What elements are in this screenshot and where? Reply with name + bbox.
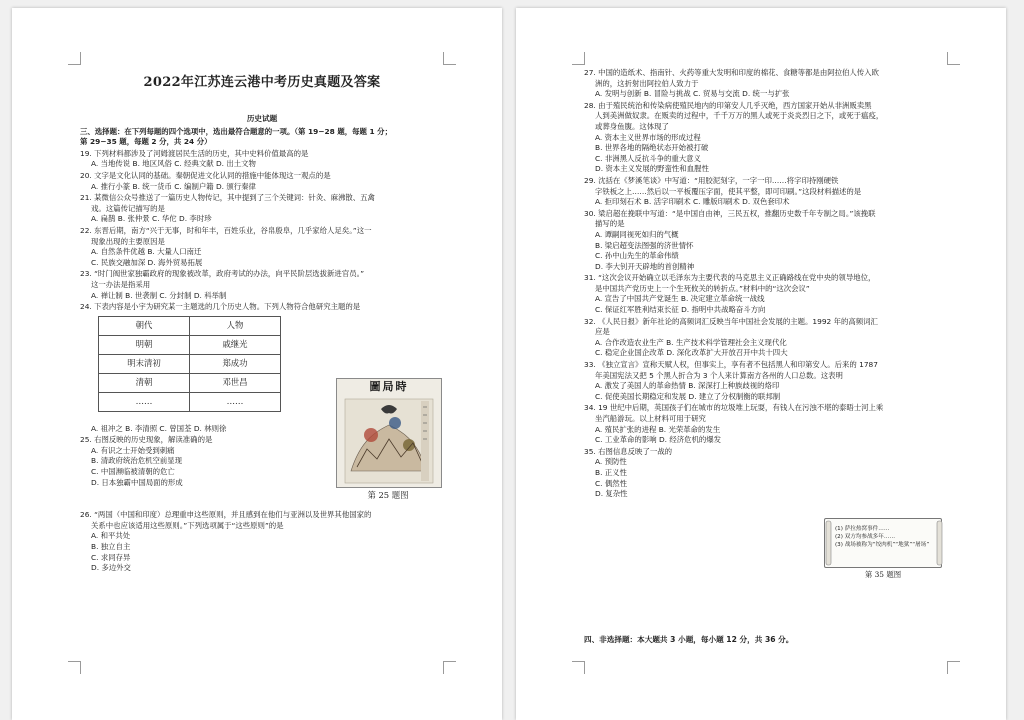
crop-mark (443, 661, 456, 674)
section-4-heading: 四、非选择题：本大题共 3 小题，每小题 12 分，共 36 分。 (584, 635, 794, 645)
question-35-option-a: A. 预防性 (595, 457, 627, 467)
table-cell: 郑成功 (190, 354, 281, 373)
question-24: 24. 下表内容是小宇为研究某一主题选的几个历史人物。下列人物符合他研究主题的是 (80, 302, 361, 312)
question-25-option-c: C. 中国濒临被清朝的危亡 (91, 467, 175, 477)
question-28-option-c: C. 非洲黑人反抗斗争的重大意义 (595, 153, 701, 163)
question-25: 25. 右图反映的历史现象，解读准确的是 (80, 435, 213, 445)
question-31-option-a: A. 宣告了中国共产党诞生 B. 决定建立革命统一战线 (595, 294, 765, 304)
question-19-options: A. 当地传说 B. 地区风俗 C. 经典文献 D. 出土文物 (91, 159, 256, 169)
question-30-option-a: A. 谭嗣同视死如归的气概 (595, 229, 679, 239)
table-cell: 明末清初 (99, 354, 190, 373)
document-page-left (12, 8, 502, 720)
question-31-option-c: C. 保证红军胜利结束长征 D. 指明中共战略奋斗方向 (595, 305, 766, 315)
figure-25 (336, 378, 440, 501)
crop-mark (572, 52, 585, 65)
question-21-options: A. 扁鹊 B. 张仲景 C. 华佗 D. 李时珍 (91, 214, 212, 224)
question-35-option-b: B. 正义性 (595, 467, 627, 477)
political-cartoon-image (336, 378, 442, 488)
question-28-option-a: A. 资本主义世界市场的形成过程 (595, 132, 701, 142)
question-28-option-d: D. 资本主义发展的野蛮性和血腥性 (595, 164, 709, 174)
question-26-option-c: C. 求同存异 (91, 552, 131, 562)
crop-mark (947, 661, 960, 674)
exam-subtitle: 历史试题 (246, 114, 278, 123)
cartoon-title: 圖局時 (369, 379, 409, 393)
question-28-cont: 人到美洲做奴隶。在贩卖的过程中，千千万万的黑人或死于炎炎烈日之下，或死于瘟疫， (595, 111, 884, 121)
question-33-cont: 年美国宪法又把 5 个黑人折合为 3 个人来计算南方各州的人口总数。这表明 (595, 370, 843, 380)
question-27-cont: 洲的，这折射出阿拉伯人致力于 (595, 78, 699, 88)
question-30-option-b: B. 梁启超变法图强的济世情怀 (595, 240, 694, 250)
question-29: 29. 沈括在《梦溪笔谈》中写道：“用胶泥刻字，一字一印……将字印持刚硬铁 (584, 175, 839, 185)
question-25-option-a: A. 有识之士开始受到刺痛 (91, 445, 175, 455)
table-cell: …… (190, 392, 281, 411)
crop-mark (947, 52, 960, 65)
scroll-illustration (824, 518, 942, 568)
question-20: 20. 文字是文化认同的基础。秦朝促进文化认同的措施中能体现这一观点的是 (80, 170, 331, 180)
question-30-option-d: D. 李大钊开天辟地的首创精神 (595, 261, 695, 271)
question-33-option-c: C. 促使美国长期稳定和发展 D. 建立了分权制衡的联邦制 (595, 391, 781, 401)
question-22-option-a: A. 自然条件优越 B. 大量人口南迁 (91, 247, 202, 257)
scroll-line: (1) 萨拉热窝事件…… (835, 526, 890, 532)
document-page-right (516, 8, 1006, 720)
table-header-row (99, 316, 281, 335)
table-cell: 清朝 (99, 373, 190, 392)
question-34-option-c: C. 工业革命的影响 D. 经济危机的爆发 (595, 435, 722, 445)
question-33-option-a: A. 激发了美国人的革命热情 B. 深深打上种族歧视的烙印 (595, 381, 780, 391)
table-header-cell: 朝代 (99, 316, 190, 335)
document-title: 2022年江苏连云港中考历史真题及答案 (143, 75, 381, 90)
question-26: 26. “两国（中国和印度）总理重申这些原则，并且感到在他们与亚洲以及世界其他国家的 (80, 510, 372, 520)
question-21: 21. 某微信公众号推送了一篇历史人物传记，其中提到了三个关键词：针灸、麻沸散、五禽 (80, 193, 375, 203)
question-26-option-a: A. 和平共处 (91, 531, 131, 541)
question-29-cont: 字铁板之上……然后以一平板覆压字面，使其平整，即可印刷。”这段材料描述的是 (595, 186, 862, 196)
scroll-text (835, 525, 931, 549)
question-34-option-a: A. 殖民扩张的进程 B. 光荣革命的发生 (595, 424, 721, 434)
right-page-content (584, 68, 948, 700)
question-26-cont: 关系中也应该适用这些原则。”下列选项属于“这些原则”的是 (91, 520, 284, 530)
question-33: 33. 《独立宣言》宣称天赋人权，但事实上，享有者不包括黑人和印第安人。后来的 1787 (584, 360, 878, 370)
table-cell: …… (99, 392, 190, 411)
scroll-line: (3) 战场被称为“绞肉机”“地狱”“屠场” (835, 542, 930, 548)
table-cell: 戚继光 (190, 335, 281, 354)
question-21-cont: 戏。这篇传记描写的是 (91, 203, 165, 213)
question-22-option-c: C. 民族交融加深 D. 海外贸易拓展 (91, 257, 203, 267)
question-19: 19. 下列材料都涉及了河姆渡居民生活的历史，其中史料价值最高的是 (80, 148, 309, 158)
question-20-options: A. 推行小篆 B. 统一货币 C. 编制户籍 D. 颁行秦律 (91, 181, 256, 191)
figure-35-caption: 第 35 题图 (864, 570, 902, 579)
question-34: 34. 19 世纪中后期，英国孩子们在城市的垃圾堆上玩耍，有钱人在污浊不堪的泰晤士河上乘 (584, 403, 884, 413)
question-23-options: A. 禅让制 B. 世袭制 C. 分封制 D. 科举制 (91, 290, 227, 300)
question-29-options: A. 拒印刻石术 B. 活字印刷术 C. 雕版印刷术 D. 双色套印术 (595, 197, 790, 207)
question-30-cont: 描写的是 (595, 219, 625, 229)
question-30-option-c: C. 孙中山先生的革命伟绩 (595, 251, 679, 261)
question-23-cont: 这一办法是指采用 (91, 279, 151, 289)
question-32-option-a: A. 合作改造农业生产 B. 生产技术科学管理社会主义现代化 (595, 337, 787, 347)
question-31: 31. “这次会议开始确立以毛泽东为主要代表的马克思主义正确路线在党中央的领导地位， (584, 273, 876, 283)
question-25-option-d: D. 日本独霸中国局面的形成 (91, 477, 183, 487)
table-row (99, 335, 281, 354)
figure-35 (824, 518, 942, 581)
table-row (99, 373, 281, 392)
scroll-line: (2) 双方均参战多年…… (835, 534, 896, 540)
crop-mark (443, 52, 456, 65)
table-cell: 邓世昌 (190, 373, 281, 392)
question-30: 30. 梁启超在挽联中写道：“是中国自由神，三民五权，推翻历史数千年专制之局。”该挽联 (584, 208, 876, 218)
dynasty-table (98, 316, 281, 412)
question-32-option-c: C. 稳定企业国企改革 D. 深化改革扩大开放召开中共十四大 (595, 348, 788, 358)
question-22-cont: 现象出现的主要原因是 (91, 236, 165, 246)
table-row (99, 354, 281, 373)
question-32: 32. 《人民日报》新年社论的高频词汇反映当年中国社会发展的主题。1992 年的高频词汇 (584, 316, 878, 326)
question-32-cont: 应是 (595, 327, 610, 337)
question-27: 27. 中国的造纸术、指南针、火药等重大发明和印度的棉花、食糖等都是由阿拉伯人传入欧 (584, 68, 879, 77)
question-35-option-c: C. 偶然性 (595, 478, 628, 488)
question-35: 35. 右图信息反映了一战的 (584, 446, 673, 456)
table-header-cell: 人物 (190, 316, 281, 335)
question-28-cont2: 或葬身鱼腹。这体现了 (595, 121, 669, 131)
question-26-option-b: B. 独立自主 (91, 542, 131, 552)
section-heading-cont: 第 29−35 题，每题 2 分，共 24 分） (80, 137, 212, 147)
figure-25-caption: 第 25 题图 (367, 489, 409, 500)
question-26-option-d: D. 多边外交 (91, 563, 131, 573)
table-cell: 明朝 (99, 335, 190, 354)
question-28: 28. 由于殖民统治和传染病使殖民地内的印第安人几乎灭绝，西方国家开始从非洲贩卖黑 (584, 100, 872, 110)
table-row (99, 392, 281, 411)
question-31-cont: 是中国共产党历史上一个生死攸关的转折点。”材料中的“这次会议” (595, 283, 810, 293)
question-34-cont: 坐汽船游玩。以上材料可用于研究 (595, 414, 706, 423)
question-24-options: A. 祖冲之 B. 李清照 C. 曾国荃 D. 林则徐 (91, 423, 227, 433)
question-28-option-b: B. 世界各地的隔绝状态开始被打破 (595, 143, 709, 153)
question-23: 23. “时门阀世家独霸政府的现象被改革，政府考试的办法，向平民阶层选拔新进官员。” (80, 269, 365, 279)
question-35-option-d: D. 复杂性 (595, 489, 628, 499)
question-27-options: A. 发明与创新 B. 冒险与挑战 C. 贸易与交流 D. 统一与扩张 (595, 89, 790, 99)
left-page-content (80, 62, 444, 700)
question-25-option-b: B. 清政府统治危机空前显现 (91, 456, 183, 466)
cartoon-illustration-icon (337, 379, 441, 487)
section-heading: 三、选择题：在下列每题的四个选项中，选出最符合题意的一项。（第 19−28 题，每题 1 分； (80, 126, 392, 136)
question-22: 22. 东晋后期，南方“兴于无事，时和年丰，百姓乐业，谷帛殷阜，几乎家给人足矣。”这一 (80, 225, 372, 235)
